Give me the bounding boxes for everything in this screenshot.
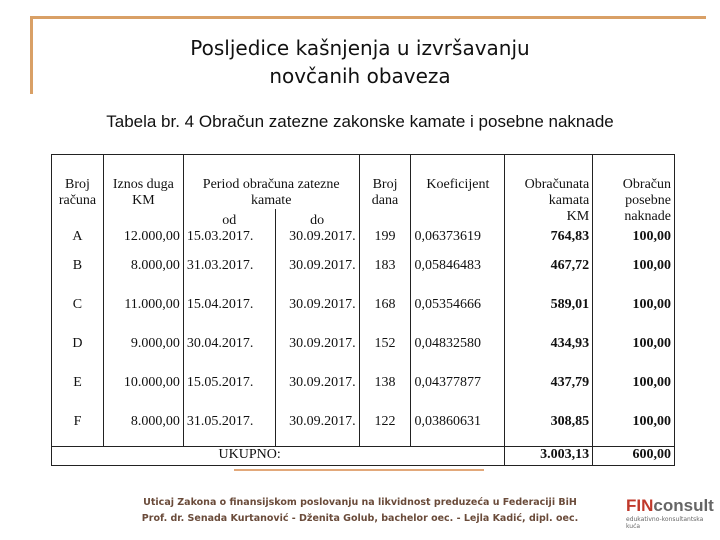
cell-iznos: 8.000,00 xyxy=(103,407,183,447)
header-iznos-duga xyxy=(103,155,183,230)
cell-racun: D xyxy=(52,329,104,368)
cell-do: 30.09.2017. xyxy=(275,407,359,447)
header-naknade-line2: posebne xyxy=(625,193,671,208)
header-period-line2: kamate xyxy=(250,193,292,208)
header-obracunata-kamata xyxy=(505,155,593,230)
header-broj-dana xyxy=(359,155,411,230)
cell-od: 30.04.2017. xyxy=(183,329,275,368)
cell-koef: 0,04832580 xyxy=(411,329,505,368)
footer-line-1: Uticaj Zakona o finansijskom poslovanju na likvidnost preduzeća u Federaciji BiH xyxy=(143,497,577,508)
cell-koef: 0,06373619 xyxy=(411,229,505,251)
cell-dana: 183 xyxy=(359,251,411,290)
cell-koef: 0,03860631 xyxy=(411,407,505,447)
header-naknade-line3: naknade xyxy=(624,209,671,224)
header-kamata-line3: KM xyxy=(566,209,590,224)
cell-racun: C xyxy=(52,290,104,329)
cell-naknada: 100,00 xyxy=(593,229,675,251)
cell-naknada: 100,00 xyxy=(593,290,675,329)
cell-iznos: 9.000,00 xyxy=(103,329,183,368)
cell-od: 15.04.2017. xyxy=(183,290,275,329)
cell-kamata: 589,01 xyxy=(505,290,593,329)
cell-iznos: 12.000,00 xyxy=(103,229,183,251)
cell-kamata: 467,72 xyxy=(505,251,593,290)
table-row xyxy=(52,368,675,407)
header-koeficijent-text: Koeficijent xyxy=(426,177,490,192)
cell-racun: F xyxy=(52,407,104,447)
header-broj-dana-line2: dana xyxy=(371,193,399,208)
logo-fin: FIN xyxy=(626,496,654,515)
header-kamata-line2: kamata xyxy=(548,193,590,208)
table-row xyxy=(52,407,675,447)
cell-do: 30.09.2017. xyxy=(275,368,359,407)
footer-line-2: Prof. dr. Senada Kurtanović - Dženita Golub, bachelor oec. - Lejla Kadić, dipl. oec. xyxy=(141,513,579,524)
cell-od: 15.03.2017. xyxy=(183,229,275,251)
cell-dana: 122 xyxy=(359,407,411,447)
cell-naknada: 100,00 xyxy=(593,407,675,447)
cell-kamata: 437,79 xyxy=(505,368,593,407)
table-row xyxy=(52,290,675,329)
cell-iznos: 11.000,00 xyxy=(103,290,183,329)
header-broj-dana-line1: Broj xyxy=(372,177,398,192)
table-row xyxy=(52,329,675,368)
slide-title xyxy=(0,34,720,90)
cell-racun: A xyxy=(52,229,104,251)
cell-dana: 199 xyxy=(359,229,411,251)
table-row xyxy=(52,229,675,251)
cell-do: 30.09.2017. xyxy=(275,229,359,251)
frame-top-border xyxy=(30,16,706,19)
header-naknade-line1: Obračun xyxy=(622,177,671,192)
cell-kamata: 764,83 xyxy=(505,229,593,251)
footer xyxy=(0,495,720,527)
header-obracun-naknade xyxy=(593,155,675,230)
header-period-line1: Period obračuna zatezne xyxy=(202,177,340,192)
total-label: UKUPNO: xyxy=(52,447,505,466)
cell-kamata: 434,93 xyxy=(505,329,593,368)
table-caption: Tabela br. 4 Obračun zatezne zakonske kamate i posebne naknade xyxy=(106,112,614,131)
cell-koef: 0,05354666 xyxy=(411,290,505,329)
logo-consult: consult xyxy=(653,496,714,515)
cell-naknada: 100,00 xyxy=(593,368,675,407)
header-row xyxy=(52,155,675,210)
cell-do: 30.09.2017. xyxy=(275,290,359,329)
cell-kamata: 308,85 xyxy=(505,407,593,447)
cell-do: 30.09.2017. xyxy=(275,329,359,368)
header-iznos-duga-line1: Iznos duga xyxy=(112,177,174,192)
finconsult-logo xyxy=(626,496,716,536)
header-broj-racuna-line1: Broj xyxy=(65,177,90,192)
cell-dana: 152 xyxy=(359,329,411,368)
cell-naknada: 100,00 xyxy=(593,329,675,368)
cell-naknada: 100,00 xyxy=(593,251,675,290)
cell-racun: E xyxy=(52,368,104,407)
total-naknada: 600,00 xyxy=(593,447,675,466)
logo-tagline: edukativno-konsultantska kuća xyxy=(626,516,704,530)
total-kamata: 3.003,13 xyxy=(505,447,593,466)
cell-dana: 168 xyxy=(359,290,411,329)
cell-do: 30.09.2017. xyxy=(275,251,359,290)
cell-od: 31.05.2017. xyxy=(183,407,275,447)
cell-koef: 0,05846483 xyxy=(411,251,505,290)
header-do: do xyxy=(275,209,359,229)
header-kamata-line1: Obračunata xyxy=(524,177,590,192)
cell-koef: 0,04377877 xyxy=(411,368,505,407)
total-row xyxy=(52,447,675,466)
header-iznos-duga-line2: KM xyxy=(132,193,155,208)
cell-iznos: 8.000,00 xyxy=(103,251,183,290)
title-line-1: Posljedice kašnjenja u izvršavanju xyxy=(190,36,530,60)
header-broj-racuna xyxy=(52,155,104,230)
title-line-2: novčanih obaveza xyxy=(269,64,451,88)
header-od: od xyxy=(183,209,275,229)
cell-iznos: 10.000,00 xyxy=(103,368,183,407)
interest-calculation-table xyxy=(51,154,675,466)
header-koeficijent xyxy=(411,155,505,230)
header-period xyxy=(183,155,359,210)
table-row xyxy=(52,251,675,290)
cell-od: 15.05.2017. xyxy=(183,368,275,407)
cell-racun: B xyxy=(52,251,104,290)
header-broj-racuna-line2: računa xyxy=(58,193,97,208)
footer-divider xyxy=(234,469,484,471)
logo-wordmark xyxy=(626,496,716,516)
cell-dana: 138 xyxy=(359,368,411,407)
cell-od: 31.03.2017. xyxy=(183,251,275,290)
